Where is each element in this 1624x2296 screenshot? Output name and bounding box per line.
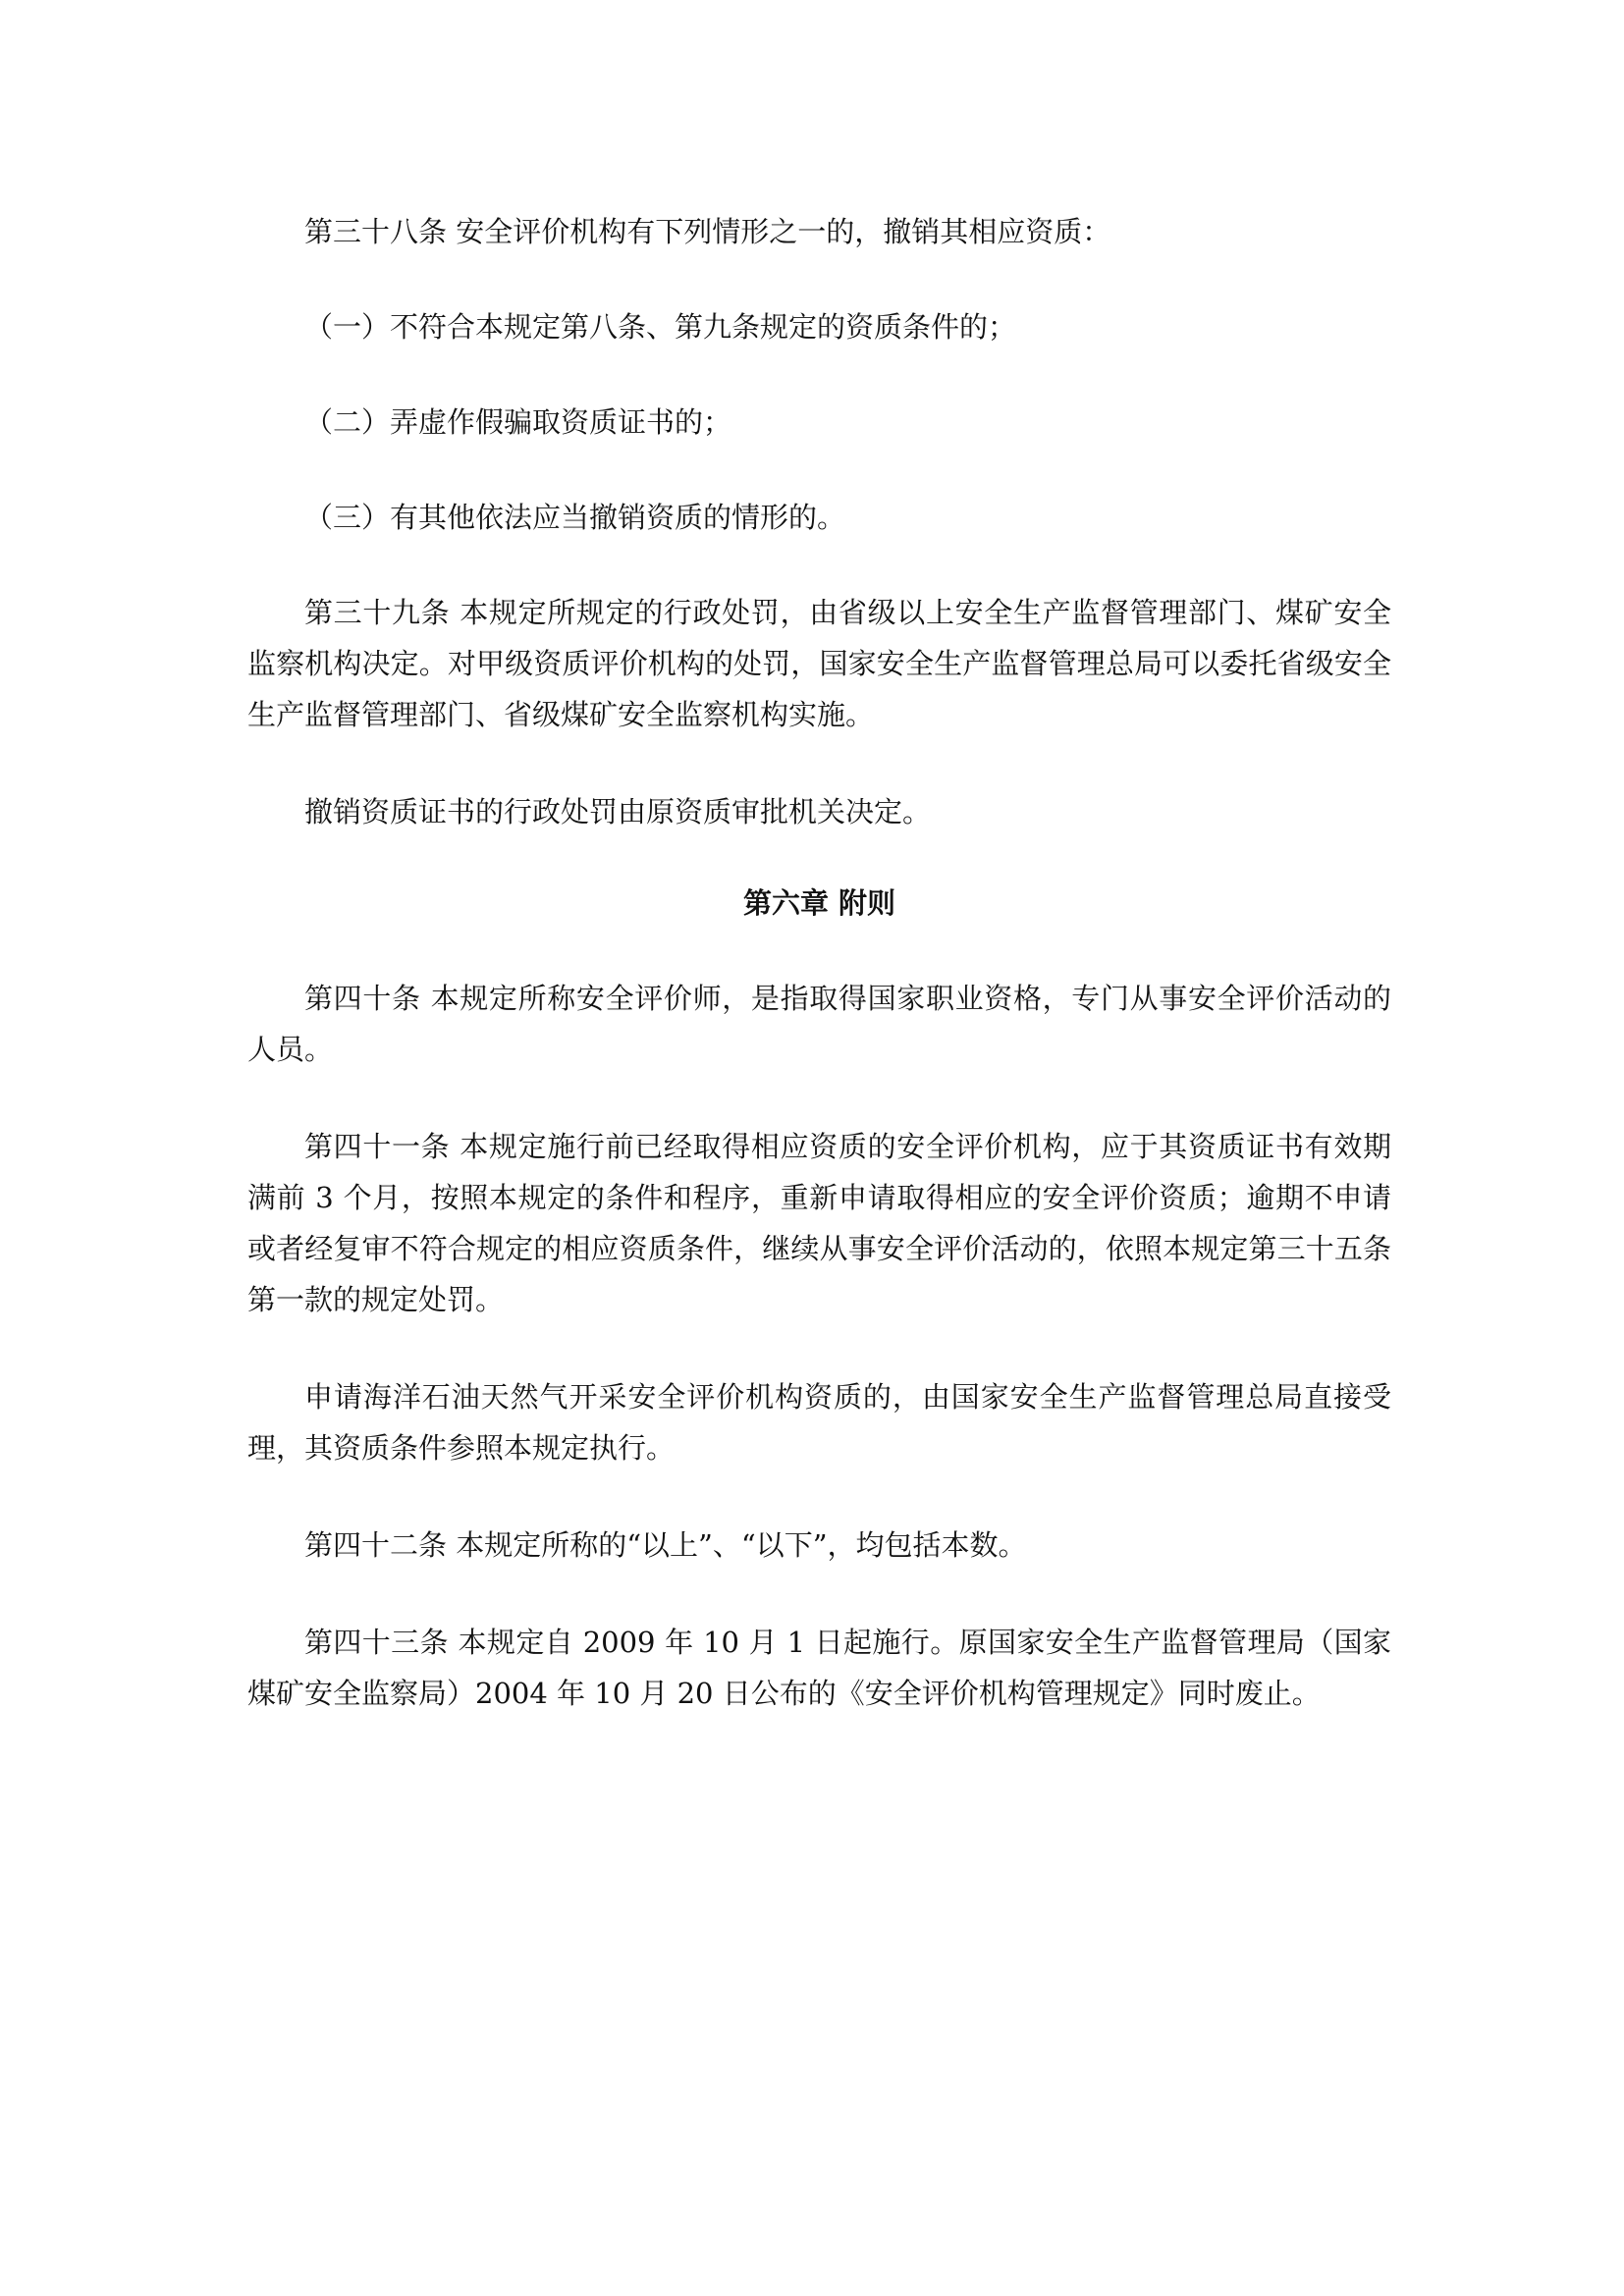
article-38-item-1: （一）不符合本规定第八条、第九条规定的资质条件的；: [304, 310, 1017, 344]
article-39: 第三十九条 本规定所规定的行政处罚，由省级以上安全生产监督管理部门、煤矿安全监察机构决定。对甲级资质评价机构的处罚，国家安全生产监督管理总局可以委托省级安全生产监督管理部门、省级煤矿安全监察机构实施。: [247, 596, 1391, 731]
chapter-heading: 第六章 附则: [742, 886, 896, 920]
article-39-paragraph-2: 撤销资质证书的行政处罚由原资质审批机关决定。: [304, 795, 932, 828]
article-42: 第四十二条 本规定所称的“以上”、“以下”，均包括本数。: [304, 1528, 1027, 1562]
article-43: 第四十三条 本规定自 2009 年 10 月 1 日起施行。原国家安全生产监督管理局（国家煤矿安全监察局）2004 年 10 月 20 日公布的《安全评价机构管理规定》同时废止。: [247, 1626, 1391, 1710]
article-40: 第四十条 本规定所称安全评价师，是指取得国家职业资格，专门从事安全评价活动的人员。: [247, 982, 1391, 1066]
article-38: 第三十八条 安全评价机构有下列情形之一的，撤销其相应资质：: [304, 215, 1111, 248]
article-38-item-2: （二）弄虚作假骗取资质证书的；: [304, 405, 732, 439]
article-38-item-3: （三）有其他依法应当撤销资质的情形的。: [304, 501, 846, 534]
article-41: 第四十一条 本规定施行前已经取得相应资质的安全评价机构，应于其资质证书有效期满前 3 个月，按照本规定的条件和程序，重新申请取得相应的安全评价资质；逾期不申请或者经复审不符合规定的相应资质条件，继续从事安全评价活动的，依照本规定第三十五条第一款的规定处罚。: [247, 1130, 1391, 1316]
document-body: [247, 206, 1391, 1719]
article-41-paragraph-2: 申请海洋石油天然气开采安全评价机构资质的，由国家安全生产监督管理总局直接受理，其资质条件参照本规定执行。: [247, 1380, 1391, 1465]
